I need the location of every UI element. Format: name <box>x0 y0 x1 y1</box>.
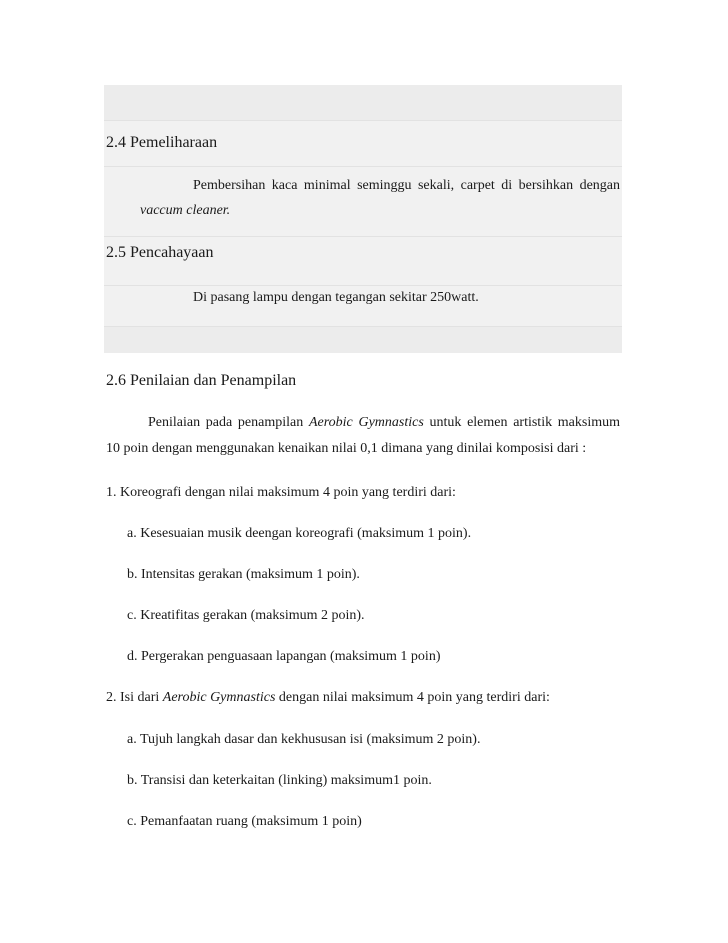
italic-term: Aerobic Gymnastics <box>162 690 276 705</box>
sub-item: b. Transisi dan keterkaitan (linking) maksimum1 poin. <box>127 773 432 788</box>
table-rule <box>104 285 622 286</box>
section-2-4-paragraph-line1: Pembersihan kaca minimal seminggu sekali, carpet di bersihkan dengan <box>193 178 620 193</box>
italic-term: Aerobic Gymnastics <box>308 415 424 430</box>
section-2-5-paragraph: Di pasang lampu dengan tegangan sekitar 250watt. <box>193 290 479 305</box>
sub-item: c. Pemanfaatan ruang (maksimum 1 poin) <box>127 814 362 829</box>
section-2-6-intro-line1 <box>148 414 620 432</box>
item-text: dengan nilai maksimum 4 poin yang terdiri dari: <box>275 690 550 705</box>
section-heading-2-5: 2.5 Pencahayaan <box>106 244 214 261</box>
table-bottom-band <box>104 326 622 353</box>
section-2-6-intro-line2: 10 poin dengan menggunakan kenaikan nilai 0,1 dimana yang dinilai komposisi dari : <box>106 441 587 456</box>
intro-text: untuk elemen artistik maksimum <box>423 415 620 430</box>
section-heading-2-4: 2.4 Pemeliharaan <box>106 134 218 151</box>
italic-term: vaccum cleaner. <box>140 203 231 218</box>
table-rule <box>104 326 622 327</box>
table-rule <box>104 236 622 237</box>
table-top-band <box>104 85 622 120</box>
sub-item: b. Intensitas gerakan (maksimum 1 poin). <box>127 567 360 582</box>
intro-text: Penilaian pada penampilan <box>148 415 309 430</box>
item-text: 2. Isi dari <box>106 690 163 705</box>
sub-item: a. Kesesuaian musik deengan koreografi (maksimum 1 poin). <box>127 526 472 541</box>
sub-item: d. Pergerakan penguasaan lapangan (maksimum 1 poin) <box>127 649 441 664</box>
table-rule <box>104 120 622 121</box>
sub-item: a. Tujuh langkah dasar dan kekhususan isi (maksimum 2 poin). <box>127 732 481 747</box>
list-item-2 <box>106 689 550 707</box>
section-2-4-paragraph-line2 <box>140 202 230 220</box>
section-heading-2-6: 2.6 Penilaian dan Penampilan <box>106 372 297 389</box>
table-rule <box>104 166 622 167</box>
sub-item: c. Kreatifitas gerakan (maksimum 2 poin). <box>127 608 365 623</box>
list-item-1: 1. Koreografi dengan nilai maksimum 4 poin yang terdiri dari: <box>106 485 456 500</box>
